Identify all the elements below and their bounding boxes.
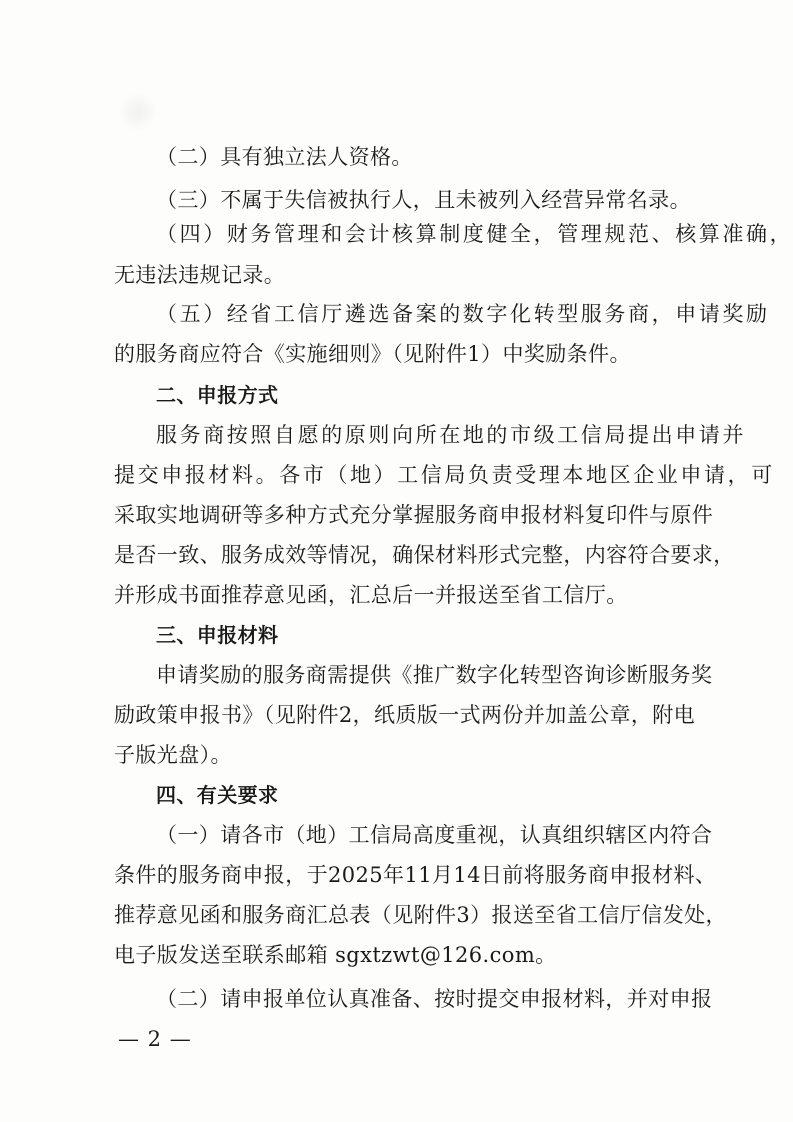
section-heading-3: 三、申报材料 (156, 623, 279, 647)
section-4-item-1-line2: 条件的服务商申报，于2025年11月14日前将服务商申报材料、 (114, 863, 717, 887)
scan-artifact (118, 92, 158, 132)
section-4-item-1-line1: （一）请各市（地）工信局高度重视，认真组织辖区内符合 (156, 823, 713, 847)
clause-4-eligibility-line1: （四）财务管理和会计核算制度健全，管理规范、核算准确， (156, 222, 793, 246)
clause-5-eligibility-line1: （五）经省工信厅遴选备案的数字化转型服务商，申请奖励 (156, 302, 770, 326)
clause-5-eligibility-line2: 的服务商应符合《实施细则》（见附件1）中奖励条件。 (114, 342, 631, 366)
section-heading-4: 四、有关要求 (156, 783, 279, 807)
section-heading-2: 二、申报方式 (156, 383, 279, 407)
section-4-item-2-line1: （二）请申报单位认真准备、按时提交申报材料，并对申报 (156, 987, 713, 1011)
clause-2-eligibility: （二）具有独立法人资格。 (156, 145, 413, 169)
section-4-item-1-line3: 推荐意见函和服务商汇总表（见附件3）报送至省工信厅信发处， (114, 903, 727, 927)
section-2-paragraph-line5: 并形成书面推荐意见函，汇总后一并报送至省工信厅。 (114, 583, 628, 607)
section-2-paragraph-line3: 采取实地调研等多种方式充分掌握服务商申报材料复印件与原件 (114, 503, 714, 527)
section-3-paragraph-line2: 励政策申报书》（见附件2，纸质版一式两份并加盖公章，附电 (114, 703, 696, 727)
clause-3-eligibility: （三）不属于失信被执行人，且未被列入经营异常名录。 (156, 188, 691, 212)
section-3-paragraph-line1: 申请奖励的服务商需提供《推广数字化转型咨询诊断服务奖 (156, 663, 713, 687)
page-number: — 2 — (118, 1027, 192, 1051)
section-2-paragraph-line4: 是否一致、服务成效等情况，确保材料形式完整，内容符合要求， (114, 543, 735, 567)
clause-4-eligibility-line2: 无违法违规记录。 (114, 263, 286, 287)
section-4-item-1-line4: 电子版发送至联系邮箱 sgxtzwt@126.com。 (114, 943, 557, 967)
section-3-paragraph-line3: 子版光盘）。 (114, 743, 232, 767)
section-2-paragraph-line2: 提交申报材料。各市（地）工信局负责受理本地区企业申请，可 (114, 463, 775, 487)
section-2-paragraph-line1: 服务商按照自愿的原则向所在地的市级工信局提出申请并 (156, 423, 746, 447)
